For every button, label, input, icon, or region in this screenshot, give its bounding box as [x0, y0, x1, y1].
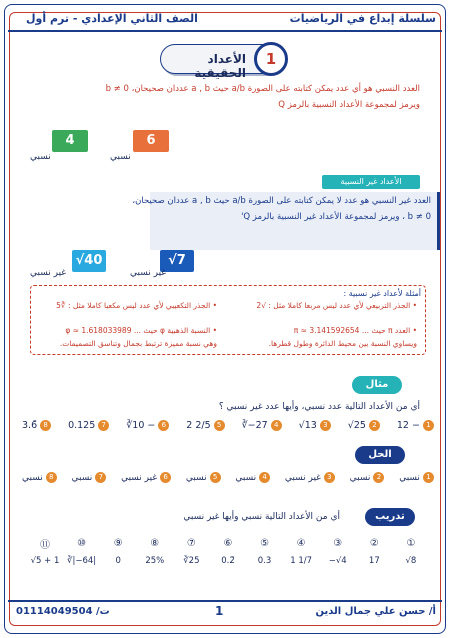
example-phi-note: وهي نسبة مميزة ترتبط بجمال وتناسق التصميمات.	[59, 339, 217, 348]
training-number-9: ⑨	[113, 538, 123, 549]
training-number-6: ⑥	[223, 538, 233, 549]
training-values-row	[30, 556, 426, 566]
training-value-6: 0.2̄	[221, 556, 235, 566]
examples-title: أمثلة لأعداد غير نسبية :	[343, 289, 421, 298]
example-sqrt: • الجذر التربيعي لأي عدد ليس مربعا كاملا مثل : √2	[256, 301, 417, 310]
training-value-8: 25%	[145, 556, 165, 566]
option-3: 3 √13	[299, 420, 331, 431]
example-options-row	[22, 420, 434, 431]
solution-6: 6 غير نسبي	[121, 472, 171, 483]
example-question: أي من الأعداد التالية عدد نسبي، وأيها عدد غير نسبي ؟	[218, 402, 420, 412]
training-value-2: 17	[368, 556, 380, 566]
page-header	[8, 6, 442, 32]
solution-row	[22, 472, 434, 483]
solution-5: 5 نسبي	[186, 472, 221, 483]
option-7: 7 0.125	[68, 420, 109, 431]
example-phi: • النسبة الذهبية φ حيث ... φ ≈ 1.618033989	[65, 326, 217, 335]
option-2: 2 √25	[348, 420, 380, 431]
lesson-number: 1	[254, 42, 288, 76]
phone-number: ت/ 01114049504	[16, 606, 110, 617]
number-box-label-2: نسبي	[30, 152, 51, 162]
training-number-11: ⑪	[40, 540, 50, 551]
solution-1: 1 نسبي	[399, 472, 434, 483]
training-tag: تدريب	[365, 508, 415, 526]
training-number-2: ②	[369, 538, 379, 549]
training-value-5: 0.3	[257, 556, 272, 566]
grade-term: الصف الثاني الإعدادي - ترم أول	[26, 12, 198, 25]
number-box-irrational-2: √40	[72, 250, 106, 272]
training-value-4: 1 1/7	[290, 556, 313, 566]
training-question: أي من الأعداد التالية نسبي وأيها غير نسبي	[183, 512, 340, 522]
training-value-7: ∛25	[183, 556, 200, 566]
example-cbrt: • الجذر التكعيبي لأي عدد ليس مكعبا كاملا مثل : ∛5	[56, 301, 217, 310]
teacher-name: أ/ حسن علي جمال الدين	[315, 606, 436, 617]
option-4: 4 ∛−27	[242, 420, 282, 431]
number-box-label-1: نسبي	[110, 152, 131, 162]
training-value-3: −√4	[328, 556, 347, 566]
training-number-8: ⑧	[150, 538, 160, 549]
example-tag: مثال	[352, 376, 402, 394]
number-box-rational-1: 6	[133, 130, 169, 152]
training-value-10: ∛|−64|	[67, 556, 97, 566]
number-box-rational-2: 4	[52, 130, 88, 152]
example-pi-note: ويساوي النسبة بين محيط الدائرة وطول قطرها.	[268, 339, 417, 348]
solution-8: 8 نسبي	[22, 472, 57, 483]
rational-definition-line-1: العدد النسبي هو أي عدد يمكن كتابته على الصورة a/b حيث a , b عددان صحيحان، b ≠ 0	[105, 84, 420, 94]
page-number: 1	[215, 604, 224, 618]
option-5: 5 2 2/5	[186, 420, 224, 431]
training-numbers-row	[30, 536, 426, 551]
example-pi: • العدد π حيث ... π ≈ 3.141592654	[293, 326, 417, 335]
solution-7: 7 نسبي	[72, 472, 107, 483]
irrational-definition-box	[132, 192, 440, 250]
irrational-tag: الأعداد غير النسبية	[322, 175, 420, 189]
page-footer	[8, 600, 442, 622]
irrational-definition-line-1: العدد غير النسبي هو عدد لا يمكن كتابته على الصورة a/b حيث a , b عددان صحيحان،	[132, 196, 431, 206]
training-number-5: ⑤	[260, 538, 270, 549]
training-number-3: ③	[333, 538, 343, 549]
training-number-1: ①	[406, 538, 416, 549]
lesson-title: الأعداد الحقيقية	[194, 52, 246, 80]
number-box-irrational-1: √7	[160, 250, 194, 272]
irrational-definition-line-2: b ≠ 0 ، ويرمز لمجموعة الأعداد غير النسبية بالرمز Q'	[241, 212, 431, 222]
option-1: 1 12 −	[397, 420, 434, 431]
number-box-label-4: غير نسبي	[30, 268, 66, 278]
training-value-9: 0	[115, 556, 121, 566]
training-value-1: √8	[405, 556, 417, 566]
solution-2: 2 نسبي	[350, 472, 385, 483]
training-number-4: ④	[296, 538, 306, 549]
solution-4: 4 نسبي	[235, 472, 270, 483]
series-title: سلسلة إبداع في الرياضيات	[289, 12, 436, 25]
training-value-11: √5 + 1	[30, 556, 60, 566]
examples-box	[30, 285, 426, 355]
option-8: 8 3.6̄	[22, 420, 51, 431]
lesson-banner	[160, 44, 285, 80]
solution-3: 3 غير نسبي	[285, 472, 335, 483]
training-number-7: ⑦	[186, 538, 196, 549]
option-6: 6 ∛10 −	[126, 420, 169, 431]
number-box-label-3: غير نسبي	[130, 268, 166, 278]
solution-tag: الحل	[355, 446, 405, 464]
rational-definition-line-2: ويرمز لمجموعة الأعداد النسبية بالرمز Q	[278, 100, 420, 110]
training-number-10: ⑩	[77, 538, 87, 549]
